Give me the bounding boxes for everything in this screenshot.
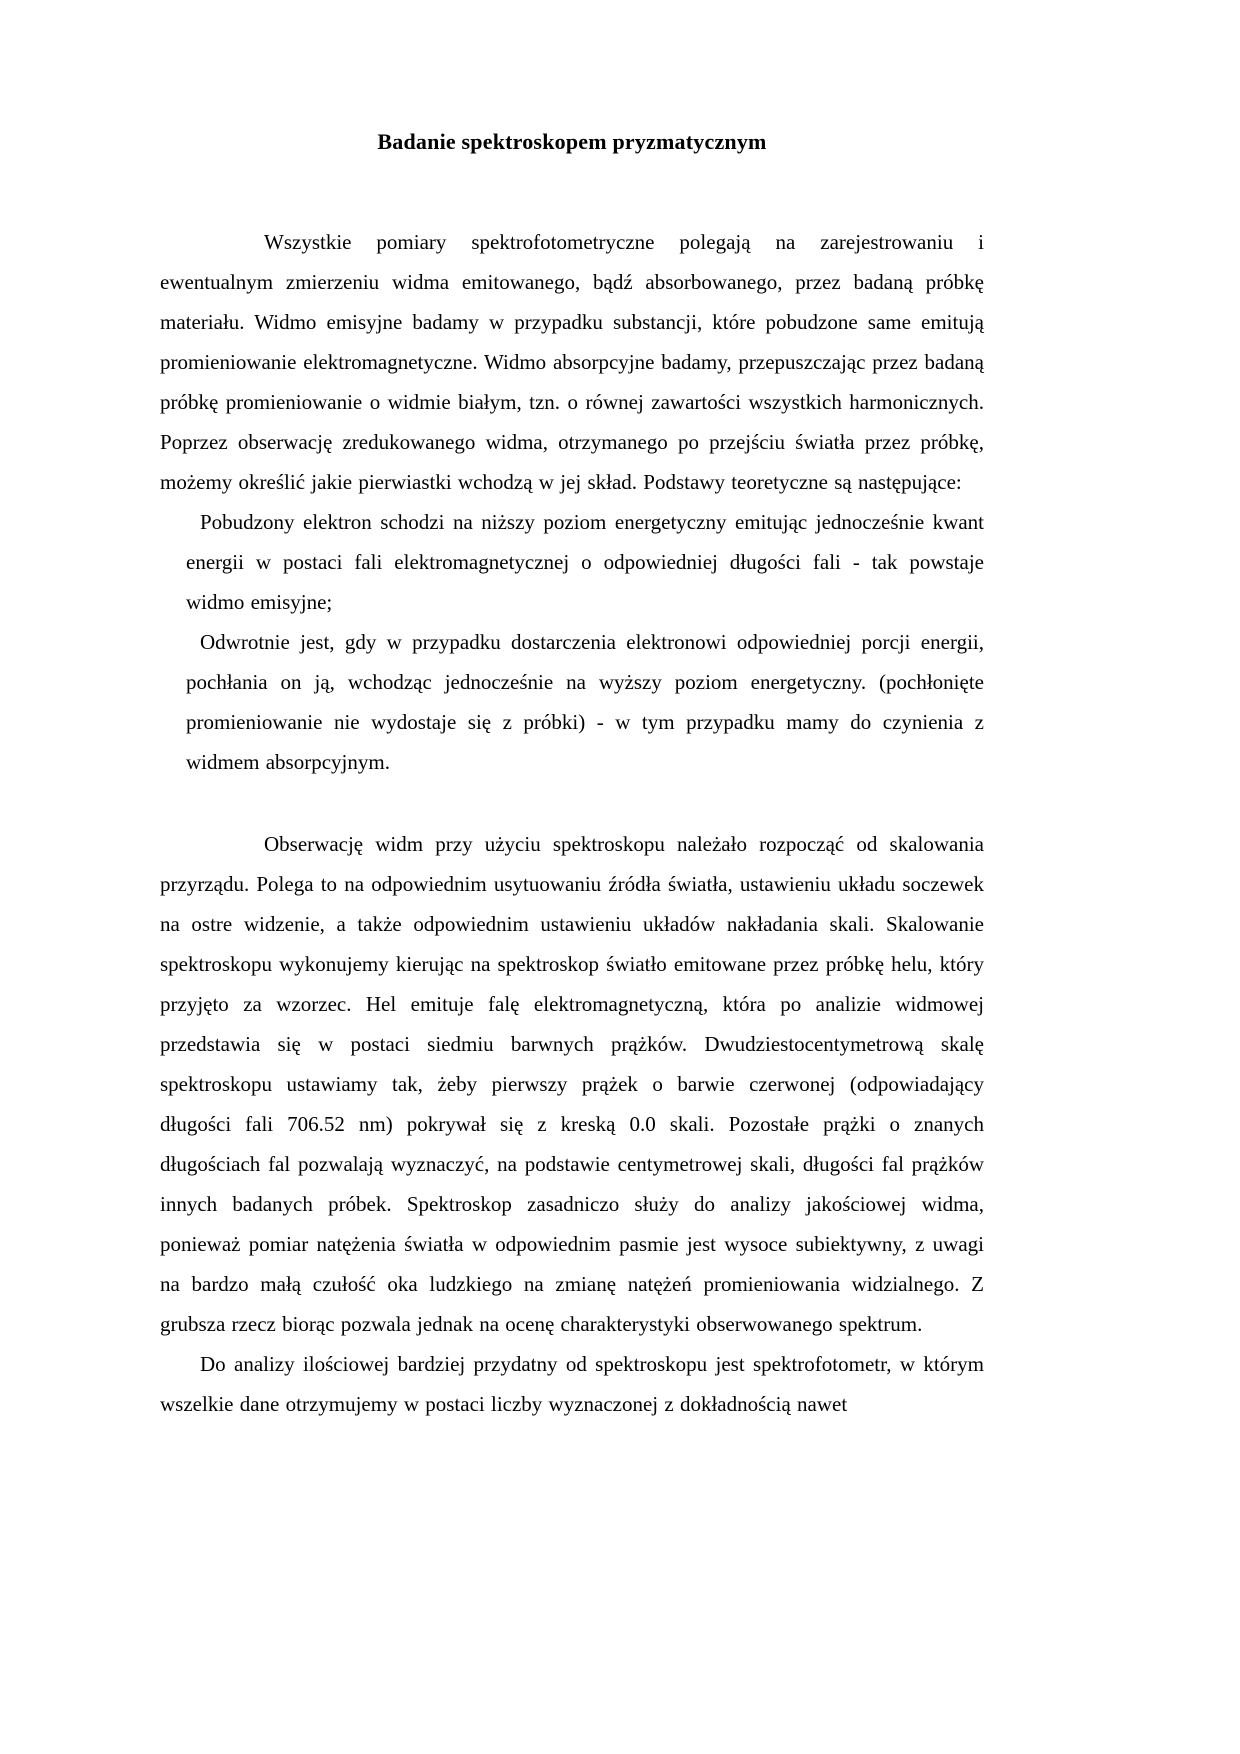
paragraph-spectrophotometer: Do analizy ilościowej bardziej przydatny od spektroskopu jest spektrofotometr, w którym wszelkie dane otrzymujemy w postaci liczby wyznaczonej z dokładnością nawet — [160, 1352, 984, 1416]
document-title: Badanie spektroskopem pryzmatycznym — [377, 129, 767, 154]
paragraph-absorption-point: Odwrotnie jest, gdy w przypadku dostarczenia elektronowi odpowiedniej porcji energii, pochłania on ją, wchodząc jednocześnie na wyższy poziom energetyczny. (pochłonięte promieniowanie nie wydostaje się z próbki) - w tym przypadku mamy do czynienia z widmem absorpcyjnym. — [186, 630, 984, 774]
paragraph-calibration: Obserwację widm przy użyciu spektroskopu należało rozpocząć od skalowania przyrządu. Polega to na odpowiednim usytuowaniu źródła światła, ustawieniu układu soczewek na ostre widzenie, a także odpowiednim ustawieniu układów nakładania skali. Skalowanie spektroskopu wykonujemy kierując na spektroskop światło emitowane przez próbkę helu, który przyjęto za wzorzec. Hel emituje falę elektromagnetyczną, która po analizie widmowej przedstawia się w postaci siedmiu barwnych prążków. Dwudziestocentymetrową skalę spektroskopu ustawiamy tak, żeby pierwszy prążek o barwie czerwonej (odpowiadający długości fali 706.52 nm) pokrywał się z kreską 0.0 skali. Pozostałe prążki o znanych długościach fal pozwalają wyznaczyć, na podstawie centymetrowej skali, długości fal prążków innych badanych próbek. Spektroskop zasadniczo służy do analizy jakościowej widma, ponieważ pomiar natężenia światła w odpowiednim pasmie jest wysoce subiektywny, z uwagi na bardzo małą czułość oka ludzkiego na zmianę natężeń promieniowania widzialnego. Z grubsza rzecz biorąc pozwala jednak na ocenę charakterystyki obserwowanego spektrum. — [160, 832, 984, 1336]
paragraph-intro: Wszystkie pomiary spektrofotometryczne polegają na zarejestrowaniu i ewentualnym zmierzeniu widma emitowanego, bądź absorbowanego, przez badaną próbkę materiału. Widmo emisyjne badamy w przypadku substancji, które pobudzone same emitują promieniowanie elektromagnetyczne. Widmo absorpcyjne badamy, przepuszczając przez badaną próbkę promieniowanie o widmie białym, tzn. o równej zawartości wszystkich harmonicznych. Poprzez obserwację zredukowanego widma, otrzymanego po przejściu światła przez próbkę, możemy określić jakie pierwiastki wchodzą w jej skład. Podstawy teoretyczne są następujące: — [160, 230, 984, 494]
paragraph-emission-point: Pobudzony elektron schodzi na niższy poziom energetyczny emitując jednocześnie kwant energii w postaci fali elektromagnetycznej o odpowiedniej długości fali - tak powstaje widmo emisyjne; — [186, 510, 984, 614]
